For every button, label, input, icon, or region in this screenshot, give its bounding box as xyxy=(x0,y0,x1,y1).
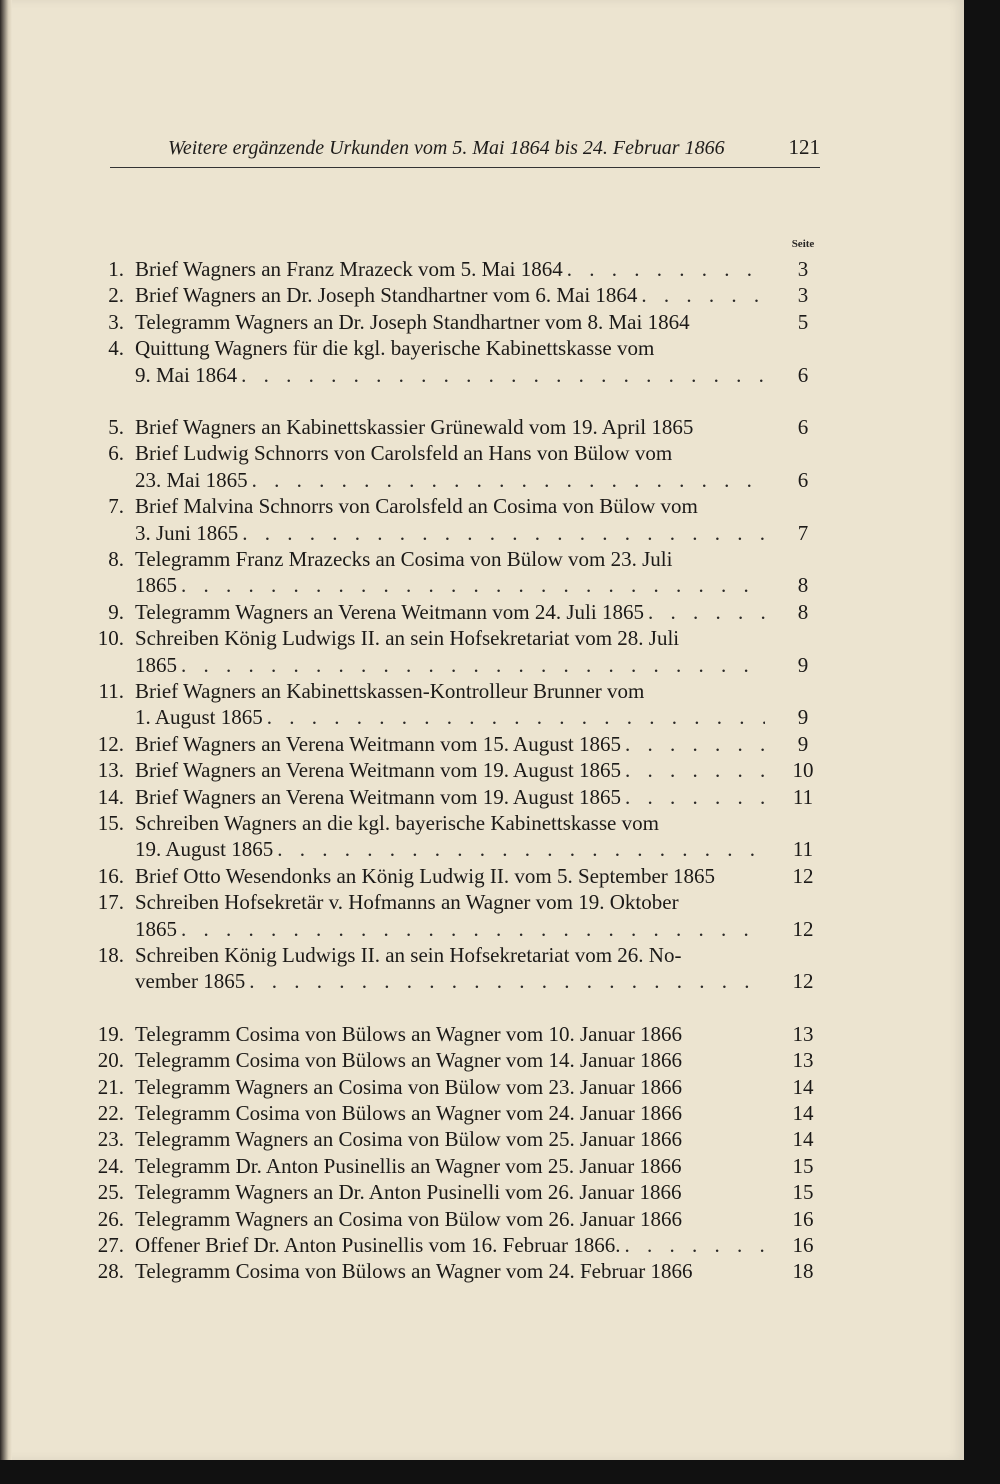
toc-entry-text xyxy=(135,1100,765,1126)
toc-entry-line xyxy=(0,1021,1000,1047)
toc-entry-line xyxy=(0,493,1000,519)
dot-leader xyxy=(177,652,765,678)
toc-entry-text xyxy=(135,968,765,994)
toc-entry-line xyxy=(0,652,1000,678)
toc-entry-text xyxy=(135,652,765,678)
toc-entry-number: 11. xyxy=(98,679,124,703)
toc-entry-page: 3 xyxy=(797,257,809,281)
toc-entry-title: 19. August 1865 xyxy=(135,837,274,862)
toc-entry-page: 6 xyxy=(797,415,809,439)
toc-entry-number: 21. xyxy=(97,1074,124,1099)
toc-entry-page: 3 xyxy=(797,283,809,308)
toc-entry-title: Schreiben Wagners an die kgl. bayerische Kabinettskasse vom xyxy=(135,811,659,835)
toc-entry-page: 13 xyxy=(792,1021,814,1046)
toc-entry-line xyxy=(0,836,1000,862)
toc-entry-text xyxy=(135,1021,765,1047)
toc-entry-page: 6 xyxy=(797,362,809,387)
toc-entry-text xyxy=(135,256,765,282)
toc-entry-text xyxy=(135,863,765,889)
toc-entry-number: 9. xyxy=(108,599,124,624)
toc-entry-number: 18. xyxy=(97,943,124,967)
toc-entry-page: 12 xyxy=(792,916,814,941)
toc-entry-title: vember 1865 xyxy=(135,969,246,994)
toc-entry-title: 1865 xyxy=(135,916,177,941)
toc-entry-title: Schreiben König Ludwigs II. an sein Hofsekretariat vom 28. Juli xyxy=(135,626,680,651)
toc-entry-line xyxy=(0,256,1000,282)
toc-entry-text xyxy=(135,362,765,388)
toc-entry-title: Telegramm Wagners an Dr. Anton Pusinelli vom 26. Januar 1866 xyxy=(135,1180,682,1205)
toc-entry-text xyxy=(135,1258,765,1284)
toc-entry-title: Brief Otto Wesendonks an König Ludwig II. vom 5. September 1865 xyxy=(135,863,716,888)
toc-entry-page: 12 xyxy=(792,969,814,994)
toc-entry-title: Offener Brief Dr. Anton Pusinellis vom 16. Februar 1866. xyxy=(135,1233,621,1257)
toc-entry-page: 5 xyxy=(797,309,809,334)
toc-entry-text xyxy=(135,916,765,942)
toc-entry-title: Telegramm Wagners an Cosima von Bülow vom 26. Januar 1866 xyxy=(135,1206,683,1231)
toc-entry-line xyxy=(0,546,1000,572)
dot-leader xyxy=(620,1232,765,1258)
toc-entry-line xyxy=(0,1206,1000,1232)
toc-entry-line xyxy=(0,414,1000,440)
dot-leader xyxy=(621,757,765,783)
toc-entry-title: Telegramm Wagners an Cosima von Bülow vom 25. Januar 1866 xyxy=(135,1127,683,1152)
toc-entry-page: 10 xyxy=(792,758,814,783)
toc-entry-text xyxy=(135,309,765,335)
toc-entry-title: Brief Malvina Schnorrs von Carolsfeld an Cosima von Bülow vom xyxy=(135,494,698,519)
toc-entry-title: Telegramm Franz Mrazecks an Cosima von Bülow vom 23. Juli xyxy=(135,547,673,571)
page-column-label: Seite xyxy=(791,238,815,250)
toc-entry-title: Brief Wagners an Franz Mrazeck vom 5. Mai 1864 xyxy=(135,257,563,281)
toc-entry-page: 9 xyxy=(797,652,809,677)
toc-entry-number: 2. xyxy=(108,283,124,308)
toc-entry-text xyxy=(135,784,765,810)
toc-entry-title: Schreiben Hofsekretär v. Hofmanns an Wagner vom 19. Oktober xyxy=(135,890,679,915)
toc-entry-page: 8 xyxy=(797,599,809,624)
toc-entry-page: 14 xyxy=(792,1101,814,1125)
toc-entry-page: 16 xyxy=(792,1233,814,1257)
toc-entry-number: 24. xyxy=(97,1153,124,1178)
toc-entry-line xyxy=(0,1047,1000,1073)
toc-entry-line xyxy=(0,678,1000,704)
toc-entry-title: Telegramm Dr. Anton Pusinellis an Wagner vom 25. Januar 1866 xyxy=(135,1153,682,1178)
toc-entry-title: 23. Mai 1865 xyxy=(135,467,248,492)
toc-entry-number: 14. xyxy=(97,784,124,809)
toc-entry-text xyxy=(135,493,765,519)
toc-entry-title: Brief Wagners an Dr. Joseph Standhartner vom 6. Mai 1864 xyxy=(135,283,638,308)
toc-entry-title: 1865 xyxy=(135,652,177,677)
toc-entry-number: 1. xyxy=(108,257,124,281)
toc-entry-number: 8. xyxy=(108,547,124,571)
toc-entry-text xyxy=(135,440,765,466)
toc-entry-page: 8 xyxy=(797,573,809,598)
toc-entry-number: 6. xyxy=(108,441,124,466)
toc-entry-line xyxy=(0,362,1000,388)
toc-entry-page: 15 xyxy=(792,1180,814,1205)
toc-entry-text xyxy=(135,335,765,361)
toc-entry-text xyxy=(135,1179,765,1205)
dot-leader xyxy=(248,467,765,493)
toc-entry-line xyxy=(0,335,1000,361)
toc-entry-line xyxy=(0,309,1000,335)
toc-entry-line xyxy=(0,757,1000,783)
page-number: 121 xyxy=(788,135,820,159)
running-head-title: Weitere ergänzende Urkunden vom 5. Mai 1864 bis 24. Februar 1866 xyxy=(168,137,725,159)
dot-leader xyxy=(245,968,765,994)
toc-entry-number: 26. xyxy=(97,1206,124,1231)
toc-entry-title: Brief Wagners an Verena Weitmann vom 19. August 1865 xyxy=(135,758,621,783)
toc-entry-number: 3. xyxy=(108,309,124,334)
toc-entry-page: 9 xyxy=(797,731,809,756)
toc-entry-line xyxy=(0,1126,1000,1152)
toc-entry-line xyxy=(0,625,1000,651)
dot-leader xyxy=(621,784,765,810)
toc-entry-number: 4. xyxy=(108,336,124,361)
dot-leader xyxy=(563,256,765,282)
toc-entry-title: Schreiben König Ludwigs II. an sein Hofsekretariat vom 26. No- xyxy=(135,943,682,967)
toc-entry-page: 15 xyxy=(792,1153,814,1178)
toc-entry-number: 5. xyxy=(108,415,124,439)
toc-entry-title: Brief Wagners an Kabinettskassier Grünewald vom 19. April 1865 xyxy=(135,415,694,439)
toc-entry-page: 13 xyxy=(792,1048,814,1073)
toc-entry-number: 17. xyxy=(97,890,124,915)
toc-entry-page: 18 xyxy=(792,1259,814,1284)
toc-entry-text xyxy=(135,599,765,625)
toc-entry-text xyxy=(135,1232,765,1258)
toc-entry-page: 16 xyxy=(792,1206,814,1231)
toc-entry-title: Telegramm Wagners an Cosima von Bülow vom 23. Januar 1866 xyxy=(135,1074,683,1099)
toc-entry-title: Brief Wagners an Kabinettskassen-Kontrolleur Brunner vom xyxy=(135,679,645,703)
toc-entry-title: Brief Ludwig Schnorrs von Carolsfeld an Hans von Bülow vom xyxy=(135,441,673,466)
toc-entry-line xyxy=(0,520,1000,546)
toc-entry-text xyxy=(135,757,765,783)
toc-entry-page: 7 xyxy=(797,520,809,545)
dot-leader xyxy=(177,572,765,598)
toc-entry-title: Telegramm Cosima von Bülows an Wagner vom 24. Januar 1866 xyxy=(135,1101,683,1125)
toc-entry-page: 11 xyxy=(792,784,814,809)
toc-entry-line xyxy=(0,1258,1000,1284)
toc-entry-title: Telegramm Wagners an Dr. Joseph Standhartner vom 8. Mai 1864 xyxy=(135,309,690,334)
dot-leader xyxy=(621,731,765,757)
toc-entry-number: 13. xyxy=(97,758,124,783)
toc-entry-line xyxy=(0,1232,1000,1258)
toc-entry-text xyxy=(135,625,765,651)
toc-entry-text xyxy=(135,520,765,546)
toc-entry-text xyxy=(135,414,765,440)
toc-entry-line xyxy=(0,440,1000,466)
toc-entry-number: 19. xyxy=(97,1021,124,1046)
toc-entry-page: 9 xyxy=(797,705,809,730)
dot-leader xyxy=(263,704,765,730)
toc-entry-line xyxy=(0,968,1000,994)
toc-entry-text xyxy=(135,1206,765,1232)
toc-entry-number: 27. xyxy=(97,1233,124,1257)
toc-entry-number: 22. xyxy=(97,1101,124,1125)
toc-entry-page: 11 xyxy=(792,837,814,862)
toc-entry-line xyxy=(0,1074,1000,1100)
toc-entry-line xyxy=(0,810,1000,836)
toc-entry-page: 6 xyxy=(797,467,809,492)
toc-entry-text xyxy=(135,282,765,308)
toc-entry-title: 9. Mai 1864 xyxy=(135,362,238,387)
toc-entry-title: 3. Juni 1865 xyxy=(135,520,239,545)
toc-entry-title: 1865 xyxy=(135,573,177,598)
toc-entry-line xyxy=(0,572,1000,598)
toc-entry-title: Telegramm Cosima von Bülows an Wagner vom 14. Januar 1866 xyxy=(135,1048,683,1073)
toc-entry-line xyxy=(0,916,1000,942)
toc-entry-line xyxy=(0,1153,1000,1179)
toc-entry-title: Quittung Wagners für die kgl. bayerische Kabinettskasse vom xyxy=(135,336,655,361)
toc-entry-title: Telegramm Cosima von Bülows an Wagner vom 10. Januar 1866 xyxy=(135,1021,683,1046)
toc-entry-text xyxy=(135,572,765,598)
toc-entry-text xyxy=(135,1074,765,1100)
toc-entry-number: 25. xyxy=(97,1180,124,1205)
toc-entry-line xyxy=(0,889,1000,915)
toc-entry-line xyxy=(0,784,1000,810)
toc-entry-text xyxy=(135,1153,765,1179)
toc-entry-text xyxy=(135,836,765,862)
toc-entry-text xyxy=(135,546,765,572)
dot-leader xyxy=(238,520,765,546)
toc-entry-line xyxy=(0,731,1000,757)
toc-entry-title: Brief Wagners an Verena Weitmann vom 19. August 1865 xyxy=(135,784,621,809)
dot-leader xyxy=(237,362,765,388)
toc-entry-title: Telegramm Wagners an Verena Weitmann vom 24. Juli 1865 xyxy=(135,599,644,624)
toc-entry-text xyxy=(135,678,765,704)
toc-entry-line xyxy=(0,704,1000,730)
toc-entry-line xyxy=(0,467,1000,493)
dot-leader xyxy=(637,282,765,308)
toc-entry-title: 1. August 1865 xyxy=(135,705,263,730)
toc-entry-page: 14 xyxy=(792,1127,814,1152)
toc-entry-text xyxy=(135,704,765,730)
toc-entry-text xyxy=(135,942,765,968)
toc-entry-page: 12 xyxy=(792,863,814,888)
toc-entry-number: 10. xyxy=(97,626,124,651)
toc-entry-text xyxy=(135,731,765,757)
toc-entry-text xyxy=(135,889,765,915)
toc-entry-line xyxy=(0,1100,1000,1126)
toc-entry-page: 14 xyxy=(792,1074,814,1099)
dot-leader xyxy=(644,599,765,625)
toc-entry-title: Telegramm Cosima von Bülows an Wagner vom 24. Februar 1866 xyxy=(135,1259,693,1284)
toc-entry-line xyxy=(0,1179,1000,1205)
toc-entry-text xyxy=(135,1047,765,1073)
toc-entry-line xyxy=(0,282,1000,308)
dot-leader xyxy=(273,836,765,862)
toc-entry-number: 20. xyxy=(97,1048,124,1073)
toc-entry-number: 16. xyxy=(97,863,124,888)
toc-entry-number: 7. xyxy=(108,494,124,519)
toc-entry-line xyxy=(0,942,1000,968)
toc-entry-text xyxy=(135,467,765,493)
toc-entry-line xyxy=(0,599,1000,625)
toc-entry-number: 12. xyxy=(97,731,124,756)
toc-entry-text xyxy=(135,810,765,836)
toc-entry-number: 15. xyxy=(97,811,124,835)
toc-entry-number: 23. xyxy=(97,1127,124,1152)
toc-entry-line xyxy=(0,863,1000,889)
dot-leader xyxy=(177,916,765,942)
toc-entry-number: 28. xyxy=(97,1259,124,1284)
toc-entry-text xyxy=(135,1126,765,1152)
toc-entry-title: Brief Wagners an Verena Weitmann vom 15. August 1865 xyxy=(135,731,621,756)
